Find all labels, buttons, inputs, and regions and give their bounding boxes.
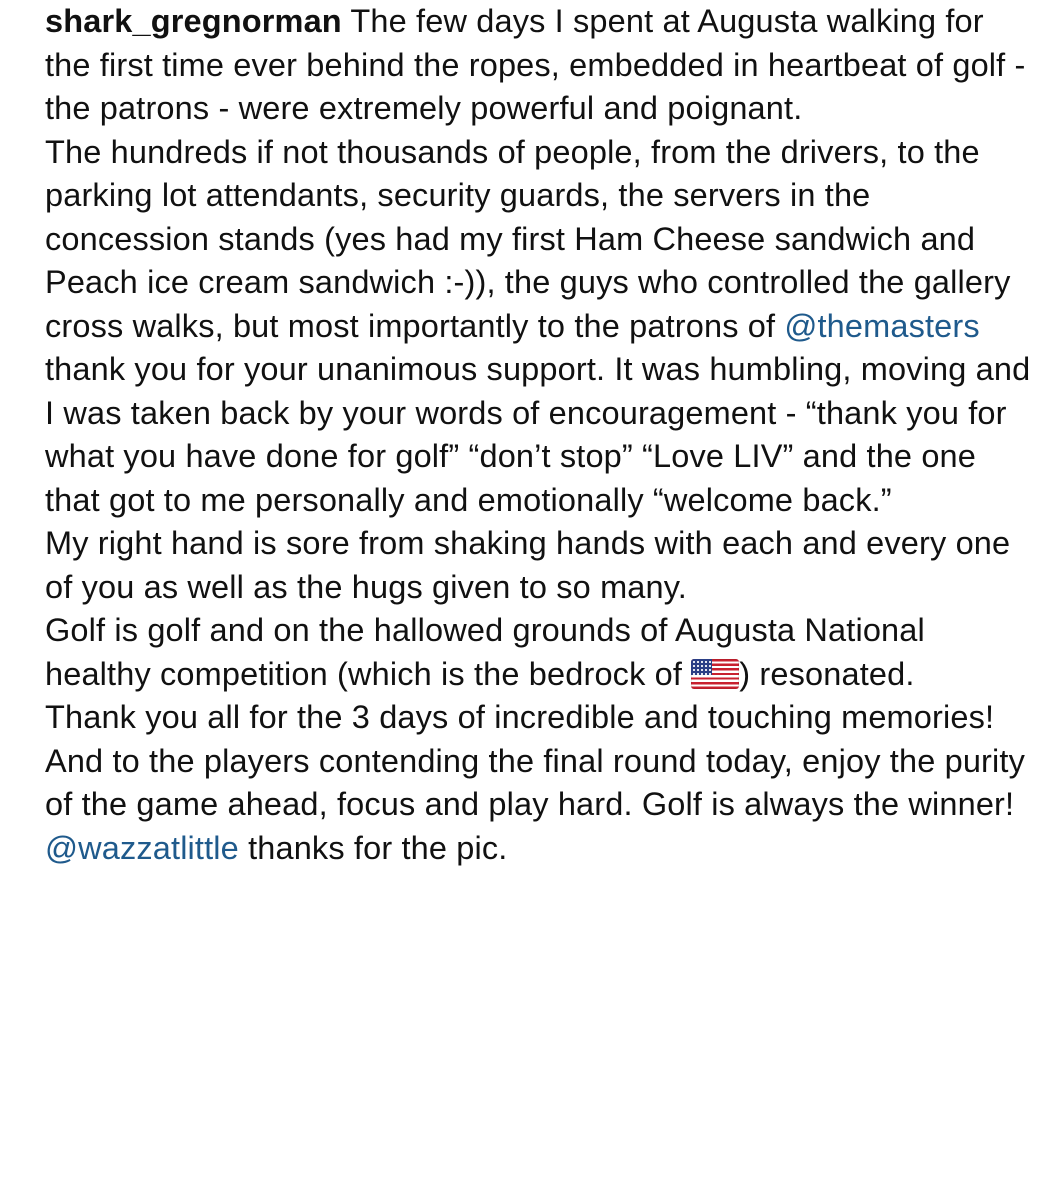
caption-paragraph-5 (45, 696, 1035, 740)
caption-text: Golf is golf and on the hallowed grounds of Augusta National healthy competition (which is the bedrock of (45, 612, 925, 692)
caption-text: ) resonated. (739, 655, 915, 692)
caption-text: And to the players contending the final round today, enjoy the purity of the game ahead, focus and play hard. Golf is always the winner! (45, 742, 1025, 822)
caption-text: The few days I spent at Augusta walking for the first time ever behind the ropes, embedded in heartbeat of golf - the patrons - were extremely powerful and poignant. (45, 3, 1026, 126)
mention-wazzatlittle[interactable]: @wazzatlittle (45, 829, 239, 866)
caption-text: thanks for the pic. (248, 829, 508, 866)
caption-paragraph-6 (45, 740, 1035, 871)
us-flag-icon (691, 659, 739, 689)
caption-paragraph-1 (45, 0, 1035, 131)
post-caption (45, 0, 1035, 870)
caption-text: The hundreds if not thousands of people, from the drivers, to the parking lot attendants, security guards, the servers in the concession stands (yes had my first Ham Cheese sandwich and Peach ice cream sandwich :-)), the guys who controlled the gallery cross walks, but most importantly to the patrons of (45, 133, 1011, 344)
caption-text: Thank you all for the 3 days of incredible and touching memories! (45, 699, 995, 735)
caption-paragraph-3 (45, 522, 1035, 609)
caption-text: My right hand is sore from shaking hands with each and every one of you as well as the hugs given to so many. (45, 525, 1011, 605)
caption-text: thank you for your unanimous support. It was humbling, moving and I was taken back by your words of encouragement - “thank you for what you have done for golf” “don’t stop” “Love LIV” and the one that got to me personally and emotionally “welcome back.” (45, 351, 1031, 518)
caption-paragraph-4 (45, 609, 1035, 696)
mention-themasters[interactable]: @themasters (784, 307, 980, 344)
username-link[interactable]: shark_gregnorman (45, 3, 342, 39)
caption-paragraph-2 (45, 131, 1035, 523)
